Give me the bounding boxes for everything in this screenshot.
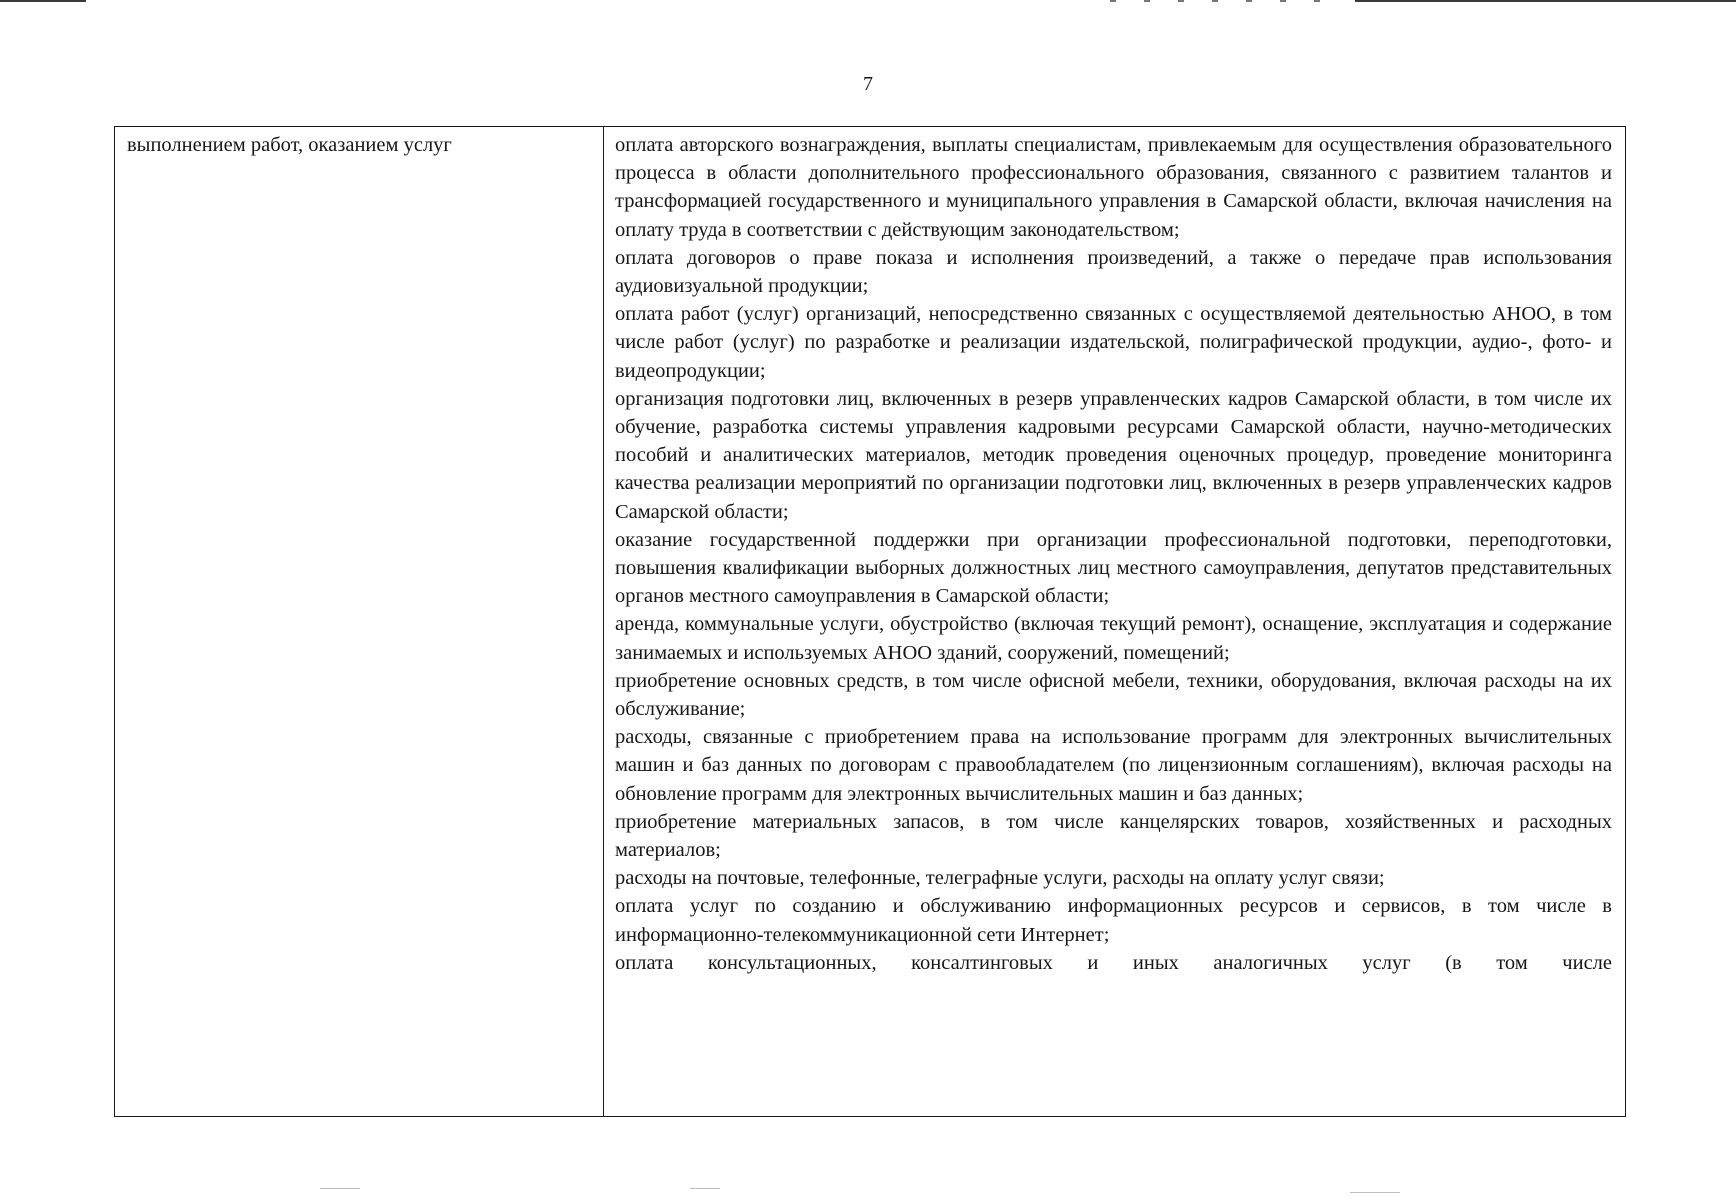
expense-item: расходы на почтовые, телефонные, телеграфные услуги, расходы на оплату услуг связи; [615, 867, 1385, 890]
table-cell-category: выполнением работ, оказанием услуг [127, 134, 452, 156]
expense-item: организация подготовки лиц, включенных в резерв управленческих кадров Самарской области, в том числе их обучение, разработка системы управления кадровыми ресурсами Самарской области, научно-методических пособий и аналитических материалов, методик проведения оценочных процедур, проведение мониторинга качества реализации мероприятий по организации подготовки лиц, включенных в резерв управленческих кадров Самарской области; [615, 387, 1612, 523]
scan-edge-dots [1110, 0, 1340, 2]
expense-item-continued: оплата консультационных, консалтинговых и иных аналогичных услуг (в том числе [615, 951, 1612, 974]
expense-item: приобретение основных средств, в том числе офисной мебели, техники, оборудования, включая расходы на их обслуживание; [615, 669, 1612, 721]
expense-item: оплата авторского вознаграждения, выплаты специалистам, привлекаемым для осуществления образовательного процесса в области дополнительного профессионального образования, связанного с развитием талантов и трансформацией государственного и муниципального управления в Самарской области, включая начисления на оплату труда в соответствии с действующим законодательством; [615, 134, 1612, 241]
scan-artifact [690, 1188, 720, 1189]
scan-edge-mark-right [1355, 0, 1736, 2]
expense-item: оплата услуг по созданию и обслуживанию информационных ресурсов и сервисов, в том числе в информационно-телекоммуникационной сети Интернет; [615, 895, 1612, 946]
document-table [114, 126, 1626, 1117]
expense-item: оказание государственной поддержки при организации профессиональной подготовки, переподготовки, повышения квалификации выборных должностных лиц местного самоуправления, депутатов представительных органов местного самоуправления в Самарской области; [615, 528, 1612, 608]
table-column-divider [603, 127, 604, 1116]
scan-artifact [320, 1188, 360, 1189]
expense-item: оплата работ (услуг) организаций, непосредственно связанных с осуществляемой деятельностью АНОО, в том числе работ (услуг) по разработке и реализации издательской, полиграфической продукции, аудио-, фото- и видеопродукции; [615, 303, 1612, 382]
table-cell-expenses [615, 131, 1612, 977]
expense-item: аренда, коммунальные услуги, обустройство (включая текущий ремонт), оснащение, эксплуатация и содержание занимаемых и используемых АНОО зданий, сооружений, помещений; [615, 613, 1612, 664]
expense-item: приобретение материальных запасов, в том числе канцелярских товаров, хозяйственных и расходных материалов; [615, 810, 1612, 862]
scan-artifact [1350, 1192, 1400, 1193]
expense-item: расходы, связанные с приобретением права на использование программ для электронных вычислительных машин и баз данных по договорам с правообладателем (по лицензионным соглашениям), включая расходы на обновление программ для электронных вычислительных машин и баз данных; [615, 726, 1612, 805]
scan-edge-mark-left [0, 0, 86, 2]
page-number: 7 [863, 73, 873, 95]
expense-item: оплата договоров о праве показа и исполнения произведений, а также о передаче прав использования аудиовизуальной продукции; [615, 246, 1612, 298]
